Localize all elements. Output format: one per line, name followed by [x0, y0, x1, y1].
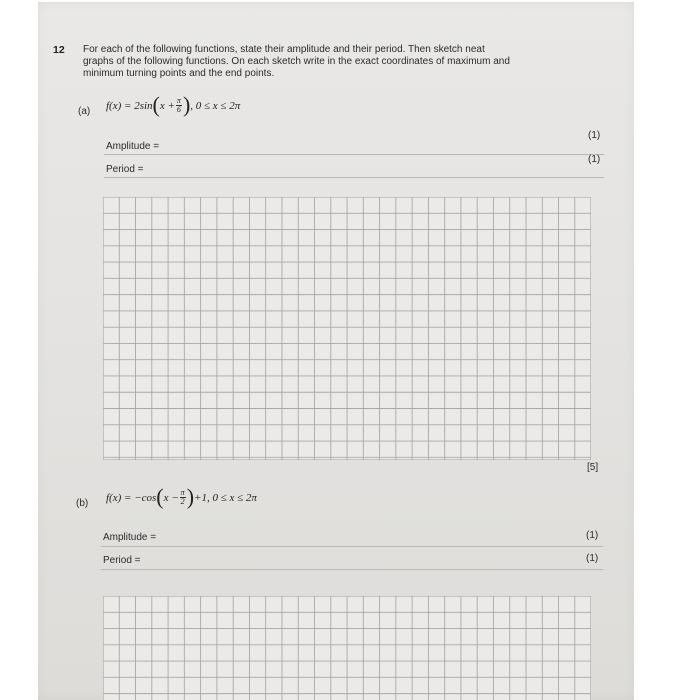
part-b-close-paren: ) [186, 484, 195, 509]
part-b-label: (b) [76, 498, 89, 509]
part-b-sketch-grid[interactable] [103, 596, 591, 700]
part-a-period-mark: (1) [588, 154, 601, 165]
part-a-sketch-mark: [5] [587, 462, 599, 473]
worksheet-page [38, 2, 634, 700]
part-b-frac-num: π [180, 487, 185, 497]
part-a-function [106, 92, 241, 117]
part-a-frac-num: π [176, 95, 181, 105]
question-number: 12 [53, 44, 65, 56]
part-a-sketch-grid[interactable] [103, 197, 591, 460]
part-a-period-answer-line[interactable] [104, 177, 604, 178]
question-line-3: minimum turning points and the end points. [83, 68, 275, 79]
part-a-label: (a) [78, 106, 91, 117]
part-a-open-paren: ( [152, 92, 160, 117]
question-line-2: graphs of the following functions. On each sketch write in the exact coordinates of maximum and [83, 56, 510, 67]
part-b-function [106, 484, 257, 509]
part-a-close-paren: ) [182, 92, 191, 117]
part-a-amplitude-mark: (1) [588, 130, 601, 141]
part-a-frac-den: 6 [176, 104, 181, 114]
part-b-period-mark: (1) [586, 553, 599, 564]
part-b-amplitude-answer-line[interactable] [101, 546, 603, 547]
question-line-1: For each of the following functions, state their amplitude and their period. Then sketch neat [83, 44, 485, 55]
part-b-period-label: Period = [103, 555, 141, 566]
part-a-inner: x + [159, 100, 175, 113]
part-b-amplitude-label: Amplitude = [103, 532, 157, 543]
part-b-open-paren: ( [156, 484, 164, 509]
part-a-period-label: Period = [106, 164, 144, 175]
part-b-amplitude-mark: (1) [586, 530, 599, 541]
part-b-tail: +1, 0 ≤ x ≤ 2π [194, 492, 257, 505]
part-a-amplitude-label: Amplitude = [106, 141, 160, 152]
part-b-func-lhs: f(x) = −cos [106, 492, 157, 505]
part-a-func-lhs: f(x) = 2sin [106, 100, 153, 113]
part-b-fraction [180, 489, 186, 506]
part-a-domain: , 0 ≤ x ≤ 2π [190, 100, 241, 113]
part-a-fraction [176, 97, 182, 114]
part-b-frac-den: 2 [180, 496, 185, 506]
part-b-inner: x − [163, 492, 179, 505]
part-a-amplitude-answer-line[interactable] [104, 154, 604, 155]
part-b-period-answer-line[interactable] [101, 569, 603, 570]
